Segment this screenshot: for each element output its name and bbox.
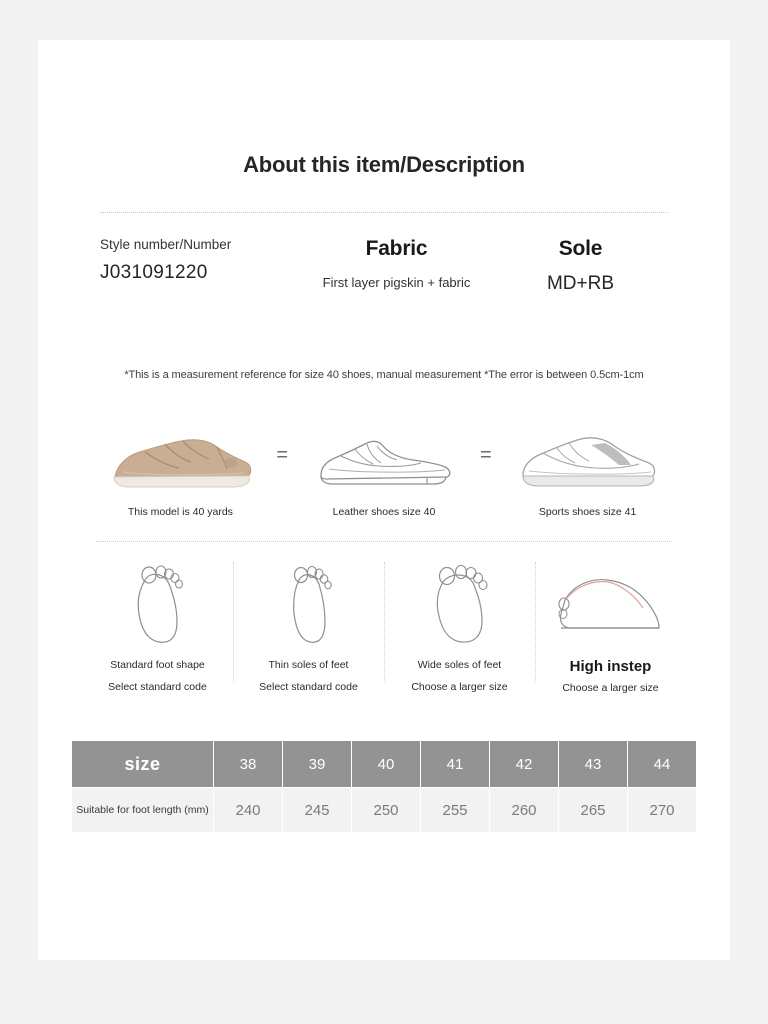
size-table-header-39: 39 bbox=[283, 741, 352, 788]
spec-sole bbox=[493, 237, 668, 295]
spec-fabric bbox=[300, 237, 493, 290]
size-table-header-label: size bbox=[72, 741, 214, 788]
spec-sole-label: Sole bbox=[558, 237, 603, 260]
foot-type-high-instep-advice: Choose a larger size bbox=[562, 681, 659, 694]
foot-type-standard bbox=[82, 556, 233, 696]
spec-sole-value: MD+RB bbox=[546, 273, 615, 294]
high-instep-foot-icon bbox=[539, 556, 682, 652]
foot-length-40: 250 bbox=[352, 788, 421, 833]
foot-type-standard-advice: Select standard code bbox=[108, 680, 207, 693]
foot-type-thin-advice: Select standard code bbox=[259, 680, 358, 693]
foot-type-wide-title: Wide soles of feet bbox=[417, 659, 502, 672]
comparison-item-sports-shoe bbox=[505, 425, 670, 519]
page-title: About this item/Description bbox=[243, 152, 525, 177]
table-row bbox=[72, 788, 697, 833]
spec-fabric-label: Fabric bbox=[365, 237, 428, 260]
size-table-header-42: 42 bbox=[490, 741, 559, 788]
comparison-item-running-shoe bbox=[98, 425, 263, 519]
comparison-item-leather-shoe-caption: Leather shoes size 40 bbox=[332, 506, 436, 518]
wide-foot-icon bbox=[388, 556, 531, 652]
foot-type-high-instep-title: High instep bbox=[569, 658, 652, 676]
foot-type-thin-title: Thin soles of feet bbox=[268, 659, 349, 672]
foot-type-wide bbox=[384, 556, 535, 696]
description-card bbox=[38, 40, 730, 960]
foot-length-39: 245 bbox=[283, 788, 352, 833]
size-table-row-label: Suitable for foot length (mm) bbox=[72, 788, 214, 833]
size-table-header-43: 43 bbox=[559, 741, 628, 788]
size-table-header-44: 44 bbox=[628, 741, 697, 788]
comparison-item-leather-shoe bbox=[302, 425, 467, 519]
foot-length-43: 265 bbox=[559, 788, 628, 833]
equals-sign-1: = bbox=[276, 443, 289, 466]
size-table-header-41: 41 bbox=[421, 741, 490, 788]
sports-shoe-icon bbox=[505, 425, 670, 497]
foot-type-standard-title: Standard foot shape bbox=[110, 659, 205, 672]
spec-style-number-value: J031091220 bbox=[100, 262, 208, 283]
size-table bbox=[71, 740, 697, 833]
comparison-item-running-shoe-caption: This model is 40 yards bbox=[127, 506, 233, 518]
foot-length-44: 270 bbox=[628, 788, 697, 833]
divider-foot-types bbox=[96, 541, 672, 542]
running-shoe-icon bbox=[98, 425, 263, 497]
foot-type-thin bbox=[233, 556, 384, 696]
size-table-header-38: 38 bbox=[214, 741, 283, 788]
foot-type-high-instep bbox=[535, 556, 686, 696]
foot-length-41: 255 bbox=[421, 788, 490, 833]
foot-type-wide-advice: Choose a larger size bbox=[411, 680, 508, 693]
foot-type-row bbox=[38, 556, 730, 696]
spec-row bbox=[100, 237, 668, 295]
equals-sign-2: = bbox=[479, 443, 492, 466]
measurement-note: *This is a measurement reference for size 40 shoes, manual measurement *The error is between 0.5cm-1cm bbox=[124, 369, 644, 381]
thin-foot-icon bbox=[237, 556, 380, 652]
spec-fabric-value: First layer pigskin + fabric bbox=[322, 275, 471, 290]
leather-shoe-icon bbox=[302, 425, 467, 497]
spec-style-number bbox=[100, 237, 300, 284]
size-table-header-row bbox=[72, 741, 697, 788]
comparison-item-sports-shoe-caption: Sports shoes size 41 bbox=[538, 506, 637, 518]
shoe-comparison-row bbox=[38, 425, 730, 519]
foot-length-38: 240 bbox=[214, 788, 283, 833]
foot-length-42: 260 bbox=[490, 788, 559, 833]
size-table-header-40: 40 bbox=[352, 741, 421, 788]
spec-style-number-label: Style number/Number bbox=[100, 237, 232, 252]
standard-foot-icon bbox=[86, 556, 229, 652]
divider-top bbox=[100, 212, 668, 213]
